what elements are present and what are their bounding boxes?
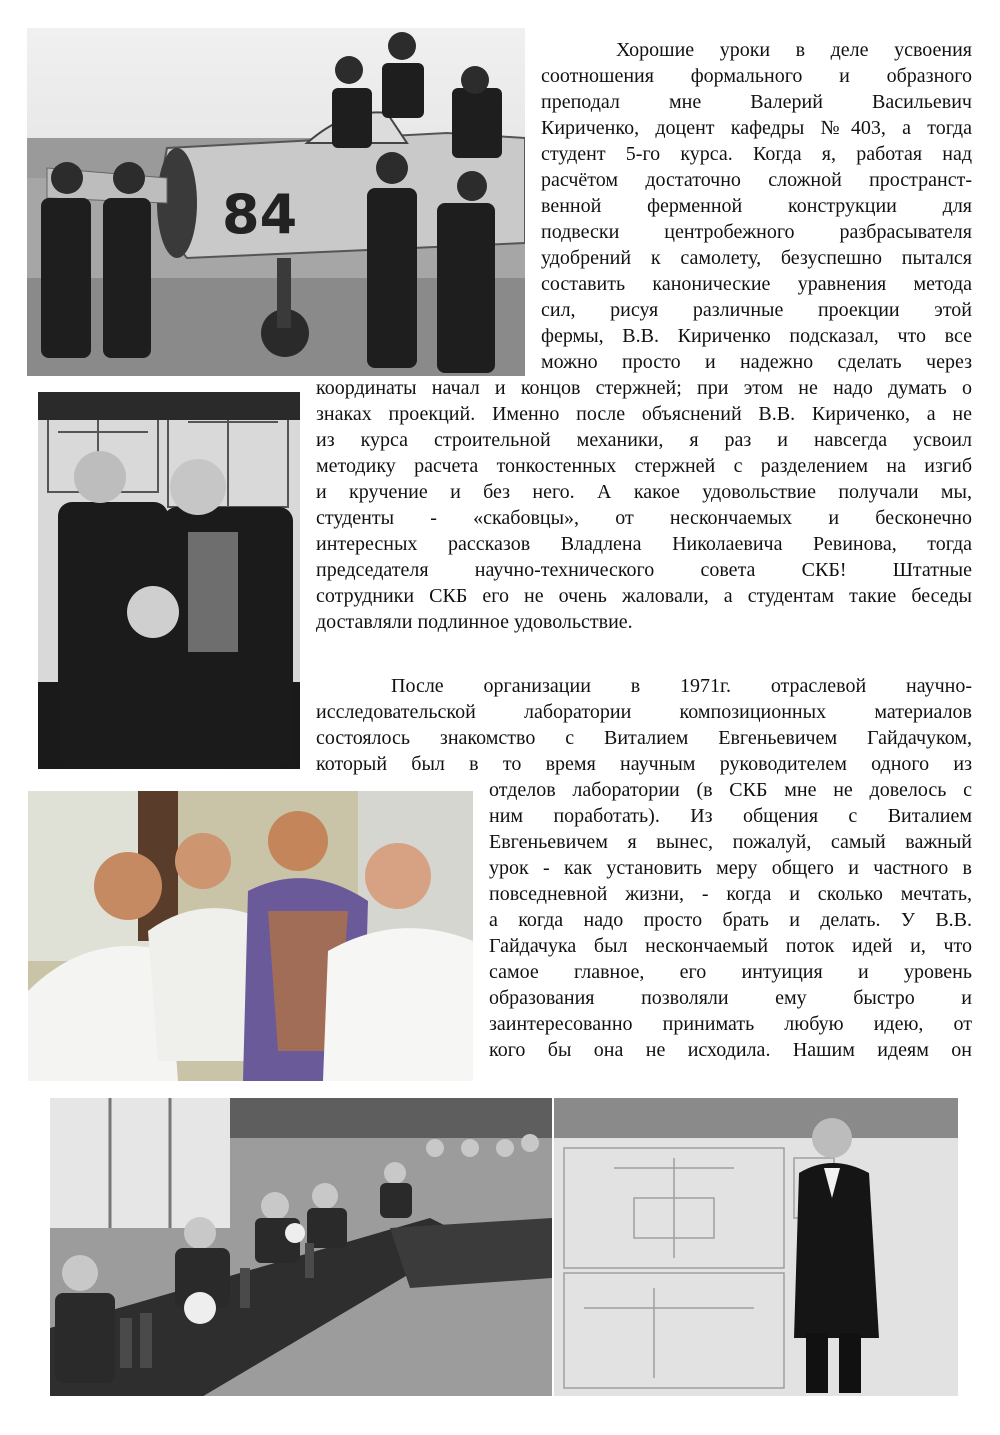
- text-line: венной ферменной конструкции для: [541, 195, 972, 217]
- text-line: интересных рассказов Владлена Николаевича Ревинова, тогда: [316, 533, 972, 555]
- text-line: можно просто и надежно сделать через: [541, 351, 972, 373]
- text-line: доставляли подлинное удовольствие.: [316, 611, 633, 633]
- text-line: соотношения формального и образного: [541, 65, 972, 87]
- text-line: студент 5-го курса. Когда я, работая над: [541, 143, 972, 165]
- text-line: преподал мне Валерий Васильевич: [541, 91, 972, 113]
- text-line: состоялось знакомство с Виталием Евгеньевичем Гайдачуком,: [316, 727, 972, 749]
- text-line: Евгеньевичем я вынес, пожалуй, самый важный: [489, 831, 972, 853]
- photo-airfield: [27, 28, 525, 376]
- text-line: из курса строительной механики, я раз и навсегда усвоил: [316, 429, 972, 451]
- paragraph-1-bottom: [316, 375, 972, 635]
- text-line: образования позволяли ему быстро и: [489, 987, 972, 1009]
- text-line: фермы, В.В. Кириченко подсказал, что все: [541, 325, 972, 347]
- text-line: расчётом достаточно сложной пространст-: [541, 169, 972, 191]
- photo-colleagues-image: [28, 791, 473, 1081]
- text-line-content: Хорошие уроки в деле усвоения: [616, 39, 972, 61]
- photo-students-lab: [38, 392, 300, 769]
- text-line: составить канонические уравнения метода: [541, 273, 972, 295]
- text-line: урок - как установить меру общего и частного в: [489, 857, 972, 879]
- photo-meeting-image: [50, 1098, 552, 1396]
- paragraph-2-bottom: [489, 777, 972, 1063]
- paragraph-2-top: [316, 673, 972, 777]
- text-line: а когда надо просто брать и делать. У В.В.: [489, 909, 972, 931]
- photo-airfield-image: [27, 28, 525, 376]
- text-line: ним поработать). Из общения с Виталием: [489, 805, 972, 827]
- text-line: Кириченко, доцент кафедры №403, а тогда: [541, 117, 972, 139]
- paragraph-1-top: [541, 37, 972, 375]
- photo-students-lab-image: [38, 392, 300, 769]
- text-line: методику расчета тонкостенных стержней с разделением на изгиб: [316, 455, 972, 477]
- photo-presentation-image: [554, 1098, 958, 1396]
- text-line: знаках проекций. Именно после объяснений В.В. Кириченко, а не: [316, 403, 972, 425]
- text-line: председателя научно-технического совета СКБ! Штатные: [316, 559, 972, 581]
- text-line: который был в то время научным руководителем одного из: [316, 753, 972, 775]
- text-line: и кручение и без него. А какое удовольствие получали мы,: [316, 481, 972, 503]
- text-line: отделов лаборатории (в СКБ мне не довелось с: [489, 779, 972, 801]
- text-line: [541, 37, 972, 63]
- photo-colleagues: [28, 791, 473, 1081]
- photo-meeting: [50, 1098, 552, 1396]
- text-line-content: После организации в 1971г. отраслевой научно-: [391, 675, 972, 697]
- photo-presentation: [554, 1098, 958, 1396]
- text-line: Гайдачука был нескончаемый поток идей и, что: [489, 935, 972, 957]
- text-line: удобрений к самолету, безуспешно пытался: [541, 247, 972, 269]
- plane-number: 84: [222, 183, 298, 246]
- text-line: самое главное, его интуиция и уровень: [489, 961, 972, 983]
- text-line: студенты - «скабовцы», от нескончаемых и бесконечно: [316, 507, 972, 529]
- text-line: сил, рисуя различные проекции этой: [541, 299, 972, 321]
- text-line: кого бы она не исходила. Нашим идеям он: [489, 1039, 972, 1061]
- text-line: [316, 673, 972, 699]
- text-line: подвески центробежного разбрасывателя: [541, 221, 972, 243]
- text-line: сотрудники СКБ его не очень жаловали, а студентам такие беседы: [316, 585, 972, 607]
- text-line: координаты начал и концов стержней; при этом не надо думать о: [316, 377, 972, 399]
- text-line: исследовательской лаборатории композиционных материалов: [316, 701, 972, 723]
- text-line: повседневной жизни, - когда и сколько мечтать,: [489, 883, 972, 905]
- text-line: заинтересованно принимать любую идею, от: [489, 1013, 972, 1035]
